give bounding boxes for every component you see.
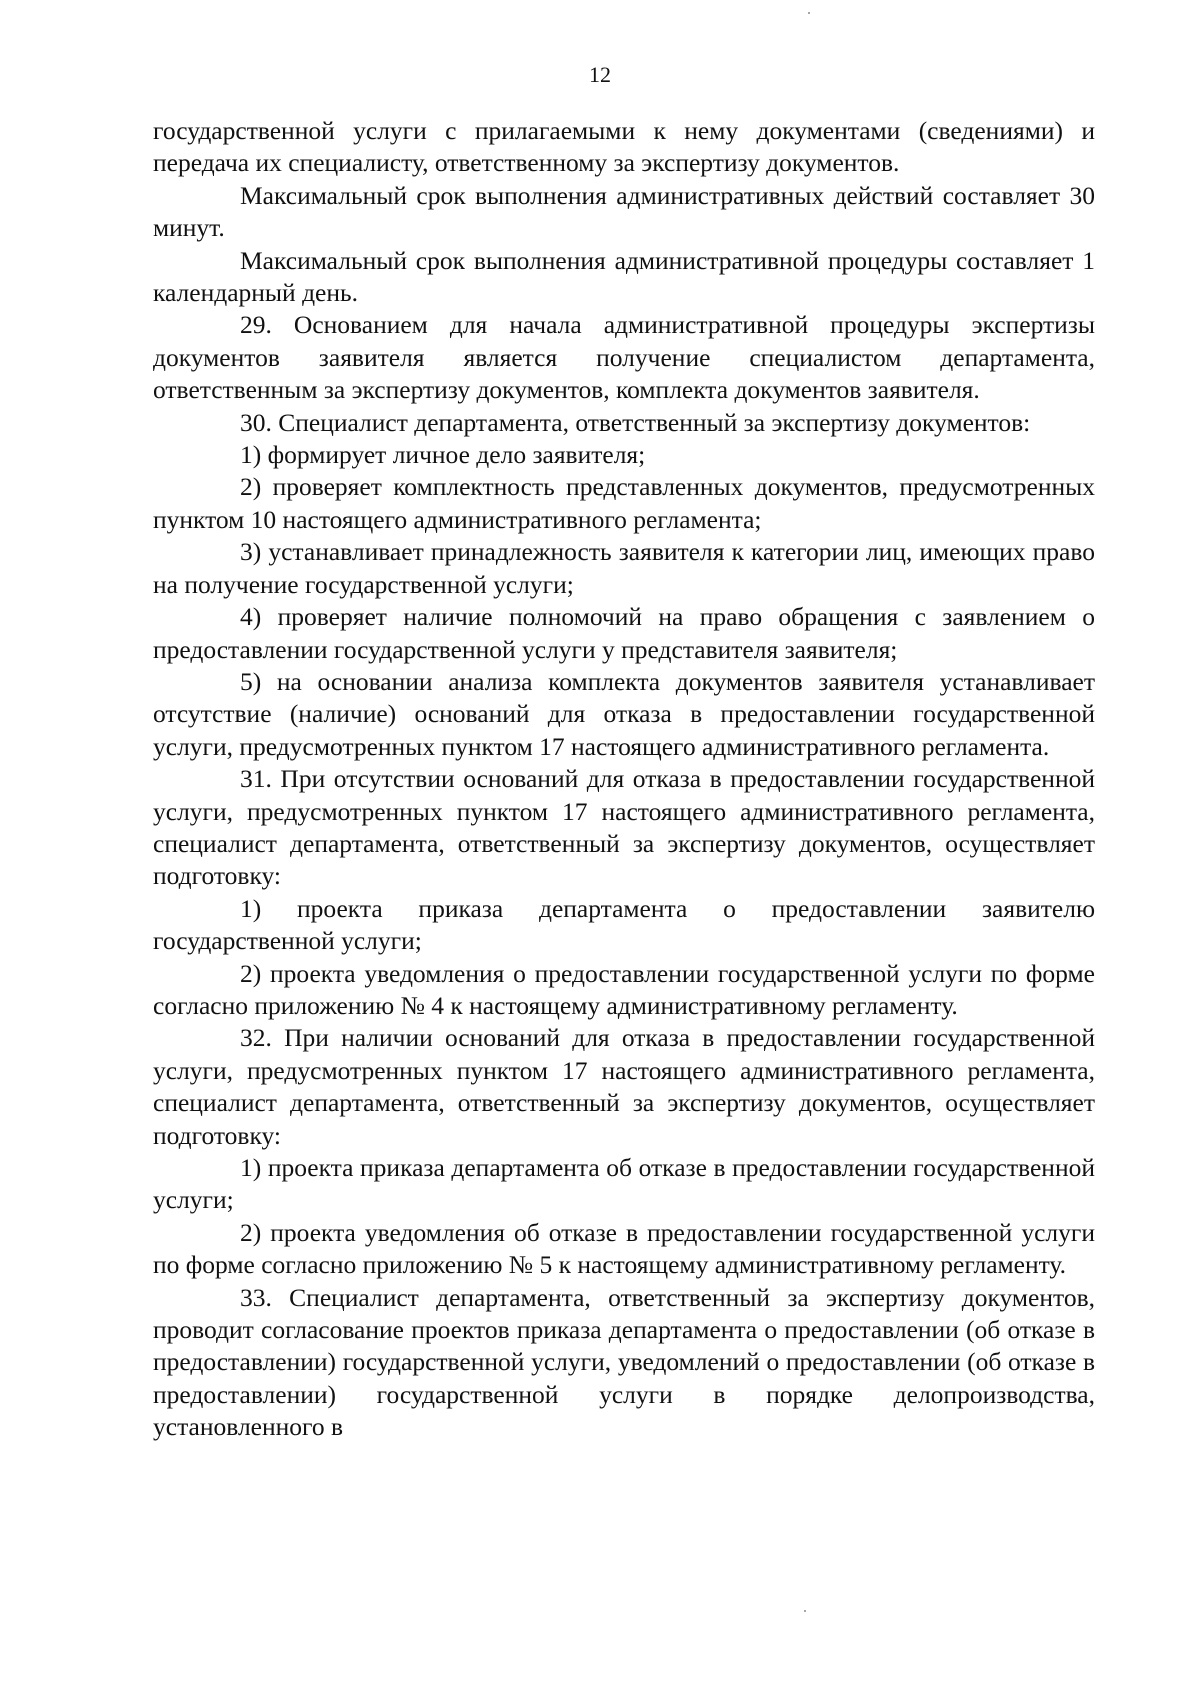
paragraph-max-time-procedure: Максимальный срок выполнения административной процедуры составляет 1 календарный день. bbox=[153, 245, 1095, 308]
scan-speck bbox=[804, 1610, 806, 1612]
paragraph-31-item-2: 2) проекта уведомления о предоставлении государственной услуги по форме согласно приложению № 4 к настоящему административному регламенту. bbox=[153, 958, 1095, 1020]
paragraph-30-item-3: 3) устанавливает принадлежность заявителя к категории лиц, имеющих право на получение государственной услуги; bbox=[153, 537, 1095, 599]
paragraph-32: 32. При наличии оснований для отказа в предоставлении государственной услуги, предусмотренных пунктом 17 настоящего административного регламента, специалист департамента, ответственный за экспертизу документов, осуществляет подготовку: bbox=[153, 1023, 1095, 1150]
paragraph-30-item-5: 5) на основании анализа комплекта документов заявителя устанавливает отсутствие (наличие) оснований для отказа в предоставлении государственной услуги, предусмотренных пунктом 17 настоящего административного регламента. bbox=[153, 666, 1095, 761]
page-number: 12 bbox=[589, 62, 611, 87]
paragraph-32-item-2: 2) проекта уведомления об отказе в предоставлении государственной услуги по форме согласно приложению № 5 к настоящему административному регламенту. bbox=[153, 1217, 1095, 1280]
paragraph-32-item-1: 1) проекта приказа департамента об отказе в предоставлении государственной услуги; bbox=[153, 1153, 1095, 1215]
paragraph-30-item-1: 1) формирует личное дело заявителя; bbox=[240, 440, 646, 470]
paragraph-30-item-4: 4) проверяет наличие полномочий на право обращения с заявлением о предоставлении государственной услуги у представителя заявителя; bbox=[153, 602, 1095, 664]
paragraph-30-item-2: 2) проверяет комплектность представленных документов, предусмотренных пунктом 10 настоящего административного регламента; bbox=[153, 472, 1095, 534]
paragraph-30: 30. Специалист департамента, ответственный за экспертизу документов: bbox=[240, 407, 1031, 437]
paragraph-max-time-actions: Максимальный срок выполнения административных действий составляет 30 минут. bbox=[153, 180, 1095, 243]
scan-speck bbox=[808, 12, 810, 14]
paragraph-continuation: государственной услуги с прилагаемыми к нему документами (сведениями) и передача их специалисту, ответственному за экспертизу документов. bbox=[153, 116, 1095, 178]
paragraph-31: 31. При отсутствии оснований для отказа в предоставлении государственной услуги, предусмотренных пунктом 17 настоящего административного регламента, специалист департамента, ответственный за экспертизу документов, осуществляет подготовку: bbox=[153, 764, 1095, 891]
document-body bbox=[153, 115, 1095, 1444]
paragraph-29: 29. Основанием для начала административной процедуры экспертизы документов заявителя является получение специалистом департамента, ответственным за экспертизу документов, комплекта документов заявителя. bbox=[153, 310, 1095, 405]
paragraph-33: 33. Специалист департамента, ответственный за экспертизу документов, проводит согласование проектов приказа департамента о предоставлении (об отказе в предоставлении) государственной услуги, уведомлений о предоставлении (об отказе в предоставлении) государственной услуги в порядке делопроизводства, установленного в bbox=[153, 1282, 1095, 1442]
paragraph-31-item-1: 1) проекта приказа департамента о предоставлении заявителю государственной услуги; bbox=[153, 893, 1095, 956]
